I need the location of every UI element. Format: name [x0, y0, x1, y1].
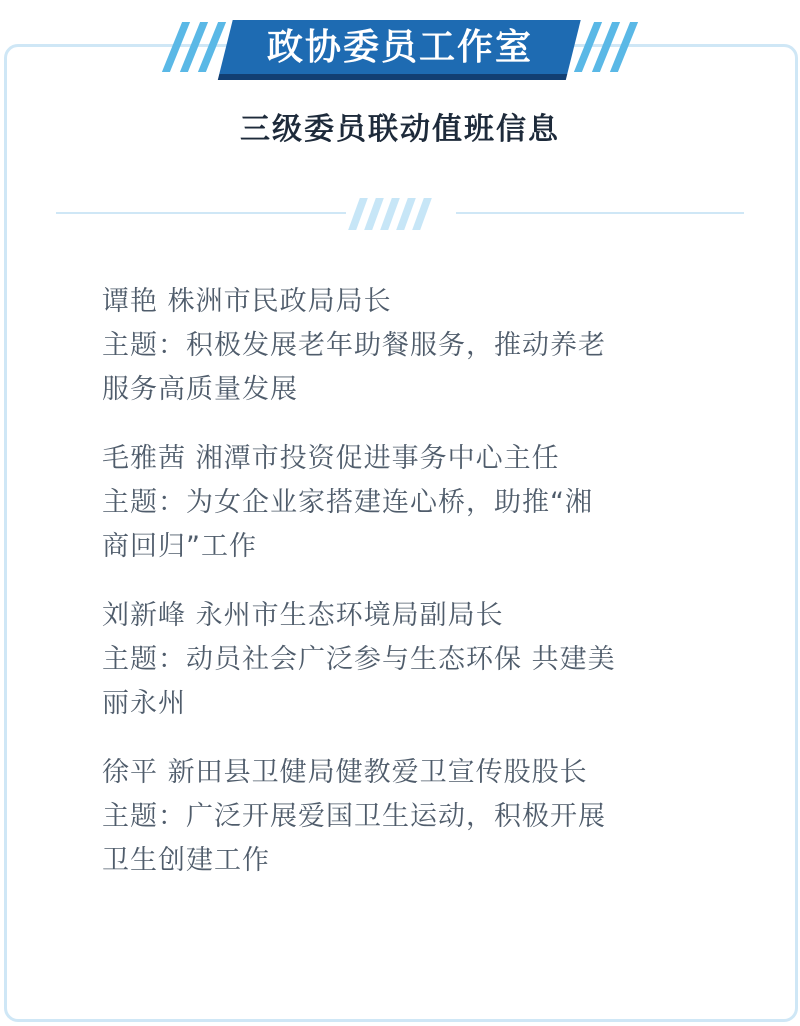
divider-line-left [56, 212, 346, 214]
entry-person: 毛雅茜 湘潭市投资促进事务中心主任 [102, 443, 560, 474]
divider-line-right [456, 212, 744, 214]
entry-person: 谭艳 株洲市民政局局长 [102, 286, 392, 317]
entry-topic-line: 主题：为女企业家搭建连心桥，助推“湘 [102, 487, 593, 518]
entry-person: 刘新峰 永州市生态环境局副局长 [102, 600, 504, 631]
page-subtitle: 三级委员联动值班信息 [240, 112, 560, 147]
duty-entry-list [102, 280, 712, 908]
banner-title: 政协委员工作室 [266, 26, 533, 68]
duty-entry [102, 594, 712, 726]
entry-topic-line: 服务高质量发展 [102, 374, 298, 405]
duty-entry [102, 280, 712, 412]
entry-topic-line: 丽永州 [102, 688, 186, 719]
entry-topic-line: 主题：广泛开展爱国卫生运动，积极开展 [102, 801, 606, 832]
duty-entry [102, 437, 712, 569]
duty-entry [102, 751, 712, 883]
divider-ornament [346, 198, 436, 230]
entry-topic-line: 卫生创建工作 [102, 845, 270, 876]
entry-topic-line: 主题：积极发展老年助餐服务，推动养老 [102, 330, 606, 361]
entry-topic-line: 商回归”工作 [102, 531, 257, 562]
header-banner [160, 16, 640, 76]
entry-topic-line: 主题：动员社会广泛参与生态环保 共建美 [102, 644, 616, 675]
entry-person: 徐平 新田县卫健局健教爱卫宣传股股长 [102, 757, 588, 788]
